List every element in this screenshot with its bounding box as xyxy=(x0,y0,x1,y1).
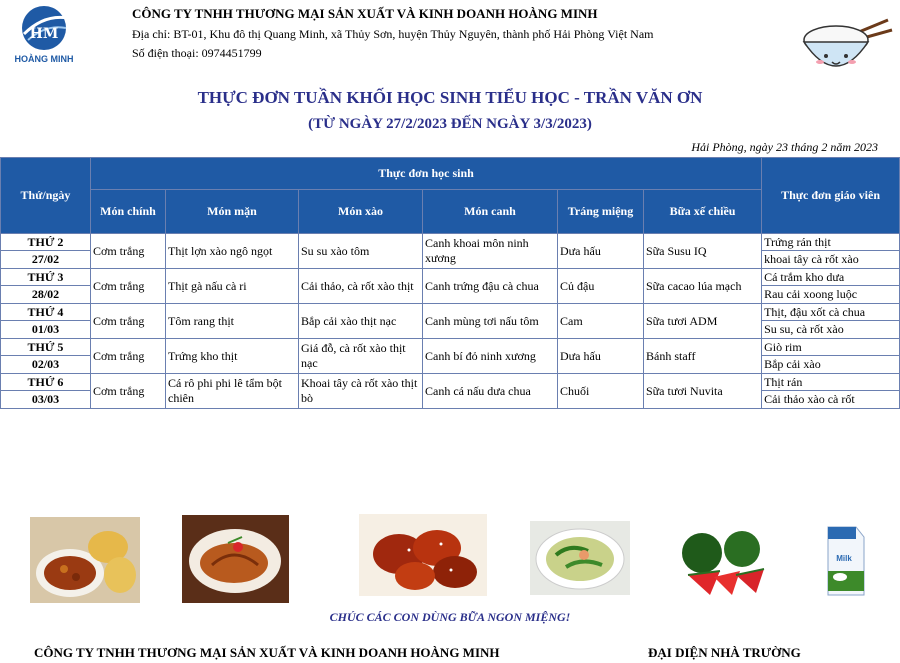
food-photo-milk-box xyxy=(820,521,868,599)
row-day: THỨ 4 xyxy=(1,304,91,321)
logo-text: HOÀNG MINH xyxy=(14,54,74,64)
menu-title: THỰC ĐƠN TUẦN KHỐI HỌC SINH TIỂU HỌC - TRẦN VĂN ƠN xyxy=(197,88,703,107)
row-soup: Canh trứng đậu cà chua xyxy=(423,269,558,304)
row-snack: Sữa tươi ADM xyxy=(644,304,762,339)
table-row xyxy=(1,339,900,356)
row-main-dish: Cơm trắng xyxy=(91,234,166,269)
row-soup: Canh bí đỏ ninh xương xyxy=(423,339,558,374)
row-teacher-dish-1: Giò rim xyxy=(762,339,900,356)
row-soup: Canh mùng tơi nấu tôm xyxy=(423,304,558,339)
row-snack: Sữa Susu IQ xyxy=(644,234,762,269)
row-dessert: Dưa hấu xyxy=(558,339,644,374)
closing-message: CHÚC CÁC CON DÙNG BỮA NGON MIỆNG! xyxy=(329,610,571,624)
food-photo-fried-fish xyxy=(182,515,289,603)
menu-date-range: (TỪ NGÀY 27/2/2023 ĐẾN NGÀY 3/3/2023) xyxy=(308,116,592,132)
company-logo xyxy=(6,4,86,64)
row-savory: Cá rô phi phi lê tẩm bột chiên xyxy=(166,374,299,409)
row-dessert: Củ đậu xyxy=(558,269,644,304)
row-day: THỨ 3 xyxy=(1,269,91,286)
row-dessert: Chuối xyxy=(558,374,644,409)
footer-school-rep: ĐẠI DIỆN NHÀ TRƯỜNG xyxy=(648,645,801,660)
header-savory: Món mặn xyxy=(166,190,299,234)
company-phone: Số điện thoại: 0974451799 xyxy=(132,46,262,60)
row-main-dish: Cơm trắng xyxy=(91,339,166,374)
row-teacher-dish-2: Cải thảo xào cà rốt xyxy=(762,391,900,409)
header-teacher-menu: Thực đơn giáo viên xyxy=(762,158,900,234)
row-soup: Canh khoai môn ninh xương xyxy=(423,234,558,269)
row-stirfry: Khoai tây cà rốt xào thịt bò xyxy=(299,374,423,409)
company-address: Địa chỉ: BT-01, Khu đô thị Quang Minh, xã Thủy Sơn, huyện Thủy Nguyên, thành phố Hải Phòng Việt Nam xyxy=(132,27,654,41)
row-savory: Thịt lợn xào ngô ngọt xyxy=(166,234,299,269)
row-teacher-dish-1: Thịt, đậu xốt cà chua xyxy=(762,304,900,321)
rice-bowl-icon xyxy=(796,10,894,84)
row-teacher-dish-2: Su su, cà rốt xào xyxy=(762,321,900,339)
row-date: 02/03 xyxy=(1,356,91,374)
table-row xyxy=(1,374,900,391)
row-dessert: Dưa hấu xyxy=(558,234,644,269)
row-teacher-dish-2: Rau cải xoong luộc xyxy=(762,286,900,304)
table-row xyxy=(1,304,900,321)
row-teacher-dish-1: Thịt rán xyxy=(762,374,900,391)
row-date: 28/02 xyxy=(1,286,91,304)
row-snack: Sữa tươi Nuvita xyxy=(644,374,762,409)
row-teacher-dish-1: Trứng rán thịt xyxy=(762,234,900,251)
header-snack: Bữa xế chiều xyxy=(644,190,762,234)
row-main-dish: Cơm trắng xyxy=(91,269,166,304)
row-main-dish: Cơm trắng xyxy=(91,304,166,339)
row-teacher-dish-1: Cá trắm kho dưa xyxy=(762,269,900,286)
row-teacher-dish-2: khoai tây cà rốt xào xyxy=(762,251,900,269)
food-photo-bread-stew xyxy=(30,517,140,603)
row-soup: Canh cá nấu dưa chua xyxy=(423,374,558,409)
header-stirfry: Món xào xyxy=(299,190,423,234)
row-date: 01/03 xyxy=(1,321,91,339)
header-dessert: Tráng miệng xyxy=(558,190,644,234)
footer-company: CÔNG TY TNHH THƯƠNG MẠI SẢN XUẤT VÀ KINH DOANH HOÀNG MINH xyxy=(34,645,500,660)
row-stirfry: Bắp cải xào thịt nạc xyxy=(299,304,423,339)
milk-box-label: Milk xyxy=(836,554,852,563)
food-photo-braised-meat xyxy=(359,514,487,596)
row-savory: Thịt gà nấu cà ri xyxy=(166,269,299,304)
row-day: THỨ 6 xyxy=(1,374,91,391)
table-row xyxy=(1,269,900,286)
food-photo-vegetable-soup xyxy=(530,521,630,595)
row-date: 27/02 xyxy=(1,251,91,269)
row-dessert: Cam xyxy=(558,304,644,339)
table-row xyxy=(1,234,900,251)
row-date: 03/03 xyxy=(1,391,91,409)
svg-text:HM: HM xyxy=(29,26,59,42)
header-main-dish: Món chính xyxy=(91,190,166,234)
row-teacher-dish-2: Bắp cải xào xyxy=(762,356,900,374)
weekly-menu-table xyxy=(0,157,900,409)
row-stirfry: Cải thảo, cà rốt xào thịt xyxy=(299,269,423,304)
header-student-menu: Thực đơn học sinh xyxy=(91,158,762,190)
header-day: Thứ/ngày xyxy=(1,158,91,234)
row-savory: Trứng kho thịt xyxy=(166,339,299,374)
row-snack: Bánh staff xyxy=(644,339,762,374)
company-name: CÔNG TY TNHH THƯƠNG MẠI SẢN XUẤT VÀ KINH DOANH HOÀNG MINH xyxy=(132,6,598,21)
header-soup: Món canh xyxy=(423,190,558,234)
food-photo-watermelon xyxy=(680,531,770,596)
row-day: THỨ 2 xyxy=(1,234,91,251)
issue-dateline: Hải Phòng, ngày 23 tháng 2 năm 2023 xyxy=(691,140,878,154)
row-stirfry: Su su xào tôm xyxy=(299,234,423,269)
row-snack: Sữa cacao lúa mạch xyxy=(644,269,762,304)
row-main-dish: Cơm trắng xyxy=(91,374,166,409)
row-stirfry: Giá đỗ, cà rốt xào thịt nạc xyxy=(299,339,423,374)
row-savory: Tôm rang thịt xyxy=(166,304,299,339)
row-day: THỨ 5 xyxy=(1,339,91,356)
